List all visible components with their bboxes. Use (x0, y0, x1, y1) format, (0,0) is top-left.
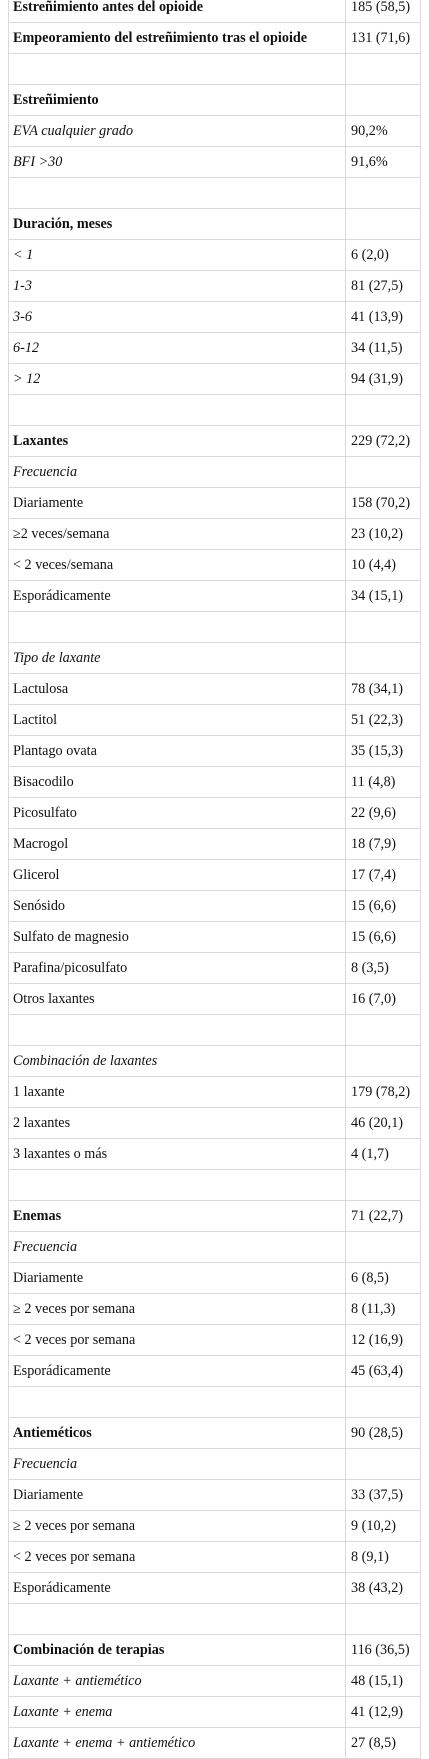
row-value (346, 54, 421, 85)
row-value: 185 (58,5) (346, 0, 421, 23)
row-value: 179 (78,2) (346, 1077, 421, 1108)
spacer-row (9, 612, 421, 643)
table-row (9, 1232, 421, 1263)
row-value: 17 (7,4) (346, 860, 421, 891)
table-row (9, 302, 421, 333)
row-value: 81 (27,5) (346, 271, 421, 302)
row-value: 22 (9,6) (346, 798, 421, 829)
table-row (9, 457, 421, 488)
row-label: 3 laxantes o más (9, 1139, 346, 1170)
row-label: EVA cualquier grado (9, 116, 346, 147)
row-value: 48 (15,1) (346, 1666, 421, 1697)
table-row (9, 736, 421, 767)
row-value: 131 (71,6) (346, 23, 421, 54)
table-row (9, 891, 421, 922)
table-row (9, 1449, 421, 1480)
table-row (9, 1263, 421, 1294)
row-label: Picosulfato (9, 798, 346, 829)
row-value (346, 178, 421, 209)
spacer-row (9, 1604, 421, 1635)
table-row (9, 1108, 421, 1139)
table-row (9, 1666, 421, 1697)
table-row (9, 85, 421, 116)
spacer-row (9, 54, 421, 85)
row-label: Lactitol (9, 705, 346, 736)
row-value: 9 (10,2) (346, 1511, 421, 1542)
row-label: ≥2 veces/semana (9, 519, 346, 550)
row-value: 71 (22,7) (346, 1201, 421, 1232)
row-label: Otros laxantes (9, 984, 346, 1015)
row-label: Senósido (9, 891, 346, 922)
row-label: Diariamente (9, 488, 346, 519)
row-label: Bisacodilo (9, 767, 346, 798)
row-value: 8 (11,3) (346, 1294, 421, 1325)
table-row (9, 860, 421, 891)
row-label: < 2 veces por semana (9, 1542, 346, 1573)
row-value (346, 1232, 421, 1263)
row-value: 94 (31,9) (346, 364, 421, 395)
table-row (9, 550, 421, 581)
row-value (346, 1170, 421, 1201)
row-value: 91,6% (346, 147, 421, 178)
row-label: Diariamente (9, 1263, 346, 1294)
row-value: 158 (70,2) (346, 488, 421, 519)
row-value: 78 (34,1) (346, 674, 421, 705)
table-row (9, 271, 421, 302)
row-value: 34 (11,5) (346, 333, 421, 364)
row-value: 38 (43,2) (346, 1573, 421, 1604)
row-label: Enemas (9, 1201, 346, 1232)
row-label: < 2 veces/semana (9, 550, 346, 581)
row-label: < 1 (9, 240, 346, 271)
row-label: 6-12 (9, 333, 346, 364)
row-label (9, 612, 346, 643)
row-value (346, 85, 421, 116)
row-value: 15 (6,6) (346, 891, 421, 922)
table-row (9, 209, 421, 240)
spacer-row (9, 1015, 421, 1046)
row-value: 27 (8,5) (346, 1728, 421, 1759)
spacer-row (9, 178, 421, 209)
table-row (9, 922, 421, 953)
table-row (9, 1077, 421, 1108)
row-label: Laxantes (9, 426, 346, 457)
constipation-data-table (8, 0, 421, 1759)
row-label: Empeoramiento del estreñimiento tras el opioide (9, 23, 346, 54)
table-row (9, 829, 421, 860)
row-value: 6 (8,5) (346, 1263, 421, 1294)
row-label: Laxante + enema (9, 1697, 346, 1728)
row-label: > 12 (9, 364, 346, 395)
row-label (9, 54, 346, 85)
row-value: 41 (12,9) (346, 1697, 421, 1728)
table-row (9, 1697, 421, 1728)
table-row (9, 488, 421, 519)
row-label: Lactulosa (9, 674, 346, 705)
row-label: < 2 veces por semana (9, 1325, 346, 1356)
table-row (9, 0, 421, 23)
table-row (9, 1046, 421, 1077)
row-value: 15 (6,6) (346, 922, 421, 953)
row-label: ≥ 2 veces por semana (9, 1511, 346, 1542)
table-row (9, 798, 421, 829)
row-label (9, 395, 346, 426)
row-value: 16 (7,0) (346, 984, 421, 1015)
table-row (9, 643, 421, 674)
row-label: Esporádicamente (9, 581, 346, 612)
blank-row (9, 1387, 421, 1418)
table-row (9, 116, 421, 147)
row-label: Frecuencia (9, 1449, 346, 1480)
table-row (9, 1418, 421, 1449)
row-value: 51 (22,3) (346, 705, 421, 736)
row-label (9, 1387, 346, 1418)
table-row (9, 1542, 421, 1573)
row-label: Parafina/picosulfato (9, 953, 346, 984)
row-label: ≥ 2 veces por semana (9, 1294, 346, 1325)
table-row (9, 1201, 421, 1232)
row-label: Combinación de terapias (9, 1635, 346, 1666)
table-row (9, 1139, 421, 1170)
row-value: 18 (7,9) (346, 829, 421, 860)
table-row (9, 1635, 421, 1666)
row-label: Glicerol (9, 860, 346, 891)
row-label: Laxante + enema + antiemético (9, 1728, 346, 1759)
blank-row (9, 1170, 421, 1201)
row-value: 12 (16,9) (346, 1325, 421, 1356)
row-label: Antieméticos (9, 1418, 346, 1449)
row-label (9, 1170, 346, 1201)
table-row (9, 767, 421, 798)
row-value (346, 1387, 421, 1418)
table-row (9, 1294, 421, 1325)
row-value: 90,2% (346, 116, 421, 147)
row-value: 46 (20,1) (346, 1108, 421, 1139)
row-value (346, 395, 421, 426)
row-label: Estreñimiento (9, 85, 346, 116)
table-row (9, 1511, 421, 1542)
table-row (9, 426, 421, 457)
row-value: 90 (28,5) (346, 1418, 421, 1449)
table-row (9, 705, 421, 736)
table-body (9, 0, 421, 1759)
row-value (346, 209, 421, 240)
blank-row (9, 395, 421, 426)
row-label: 3-6 (9, 302, 346, 333)
row-value (346, 457, 421, 488)
table-row (9, 1573, 421, 1604)
row-label: Duración, meses (9, 209, 346, 240)
row-value: 116 (36,5) (346, 1635, 421, 1666)
table-row (9, 240, 421, 271)
row-value: 34 (15,1) (346, 581, 421, 612)
row-label: Sulfato de magnesio (9, 922, 346, 953)
table-row (9, 953, 421, 984)
row-value: 6 (2,0) (346, 240, 421, 271)
row-label: Macrogol (9, 829, 346, 860)
row-label: Frecuencia (9, 457, 346, 488)
row-label: 1 laxante (9, 1077, 346, 1108)
row-label: Diariamente (9, 1480, 346, 1511)
row-label: Tipo de laxante (9, 643, 346, 674)
row-value: 41 (13,9) (346, 302, 421, 333)
table-row (9, 1728, 421, 1759)
row-label: Plantago ovata (9, 736, 346, 767)
table-row (9, 984, 421, 1015)
row-label: Esporádicamente (9, 1356, 346, 1387)
row-label (9, 1015, 346, 1046)
row-value (346, 1604, 421, 1635)
row-value: 8 (9,1) (346, 1542, 421, 1573)
row-label: BFI >30 (9, 147, 346, 178)
table-row (9, 364, 421, 395)
row-label: 1-3 (9, 271, 346, 302)
row-label: Frecuencia (9, 1232, 346, 1263)
row-label (9, 178, 346, 209)
table-row (9, 1356, 421, 1387)
row-value: 33 (37,5) (346, 1480, 421, 1511)
table-row (9, 519, 421, 550)
row-label: Esporádicamente (9, 1573, 346, 1604)
table-row (9, 147, 421, 178)
row-value (346, 1449, 421, 1480)
row-value: 35 (15,3) (346, 736, 421, 767)
row-value: 23 (10,2) (346, 519, 421, 550)
row-label: Estreñimiento antes del opioide (9, 0, 346, 23)
row-value: 10 (4,4) (346, 550, 421, 581)
row-label (9, 1604, 346, 1635)
table-row (9, 23, 421, 54)
row-value: 229 (72,2) (346, 426, 421, 457)
table-row (9, 1325, 421, 1356)
row-value (346, 1015, 421, 1046)
row-value: 8 (3,5) (346, 953, 421, 984)
row-label: Laxante + antiemético (9, 1666, 346, 1697)
row-value (346, 643, 421, 674)
row-value: 4 (1,7) (346, 1139, 421, 1170)
table-row (9, 674, 421, 705)
table-row (9, 333, 421, 364)
table-row (9, 1480, 421, 1511)
row-value: 45 (63,4) (346, 1356, 421, 1387)
row-label: 2 laxantes (9, 1108, 346, 1139)
table-row (9, 581, 421, 612)
row-value (346, 1046, 421, 1077)
row-value: 11 (4,8) (346, 767, 421, 798)
row-value (346, 612, 421, 643)
row-label: Combinación de laxantes (9, 1046, 346, 1077)
